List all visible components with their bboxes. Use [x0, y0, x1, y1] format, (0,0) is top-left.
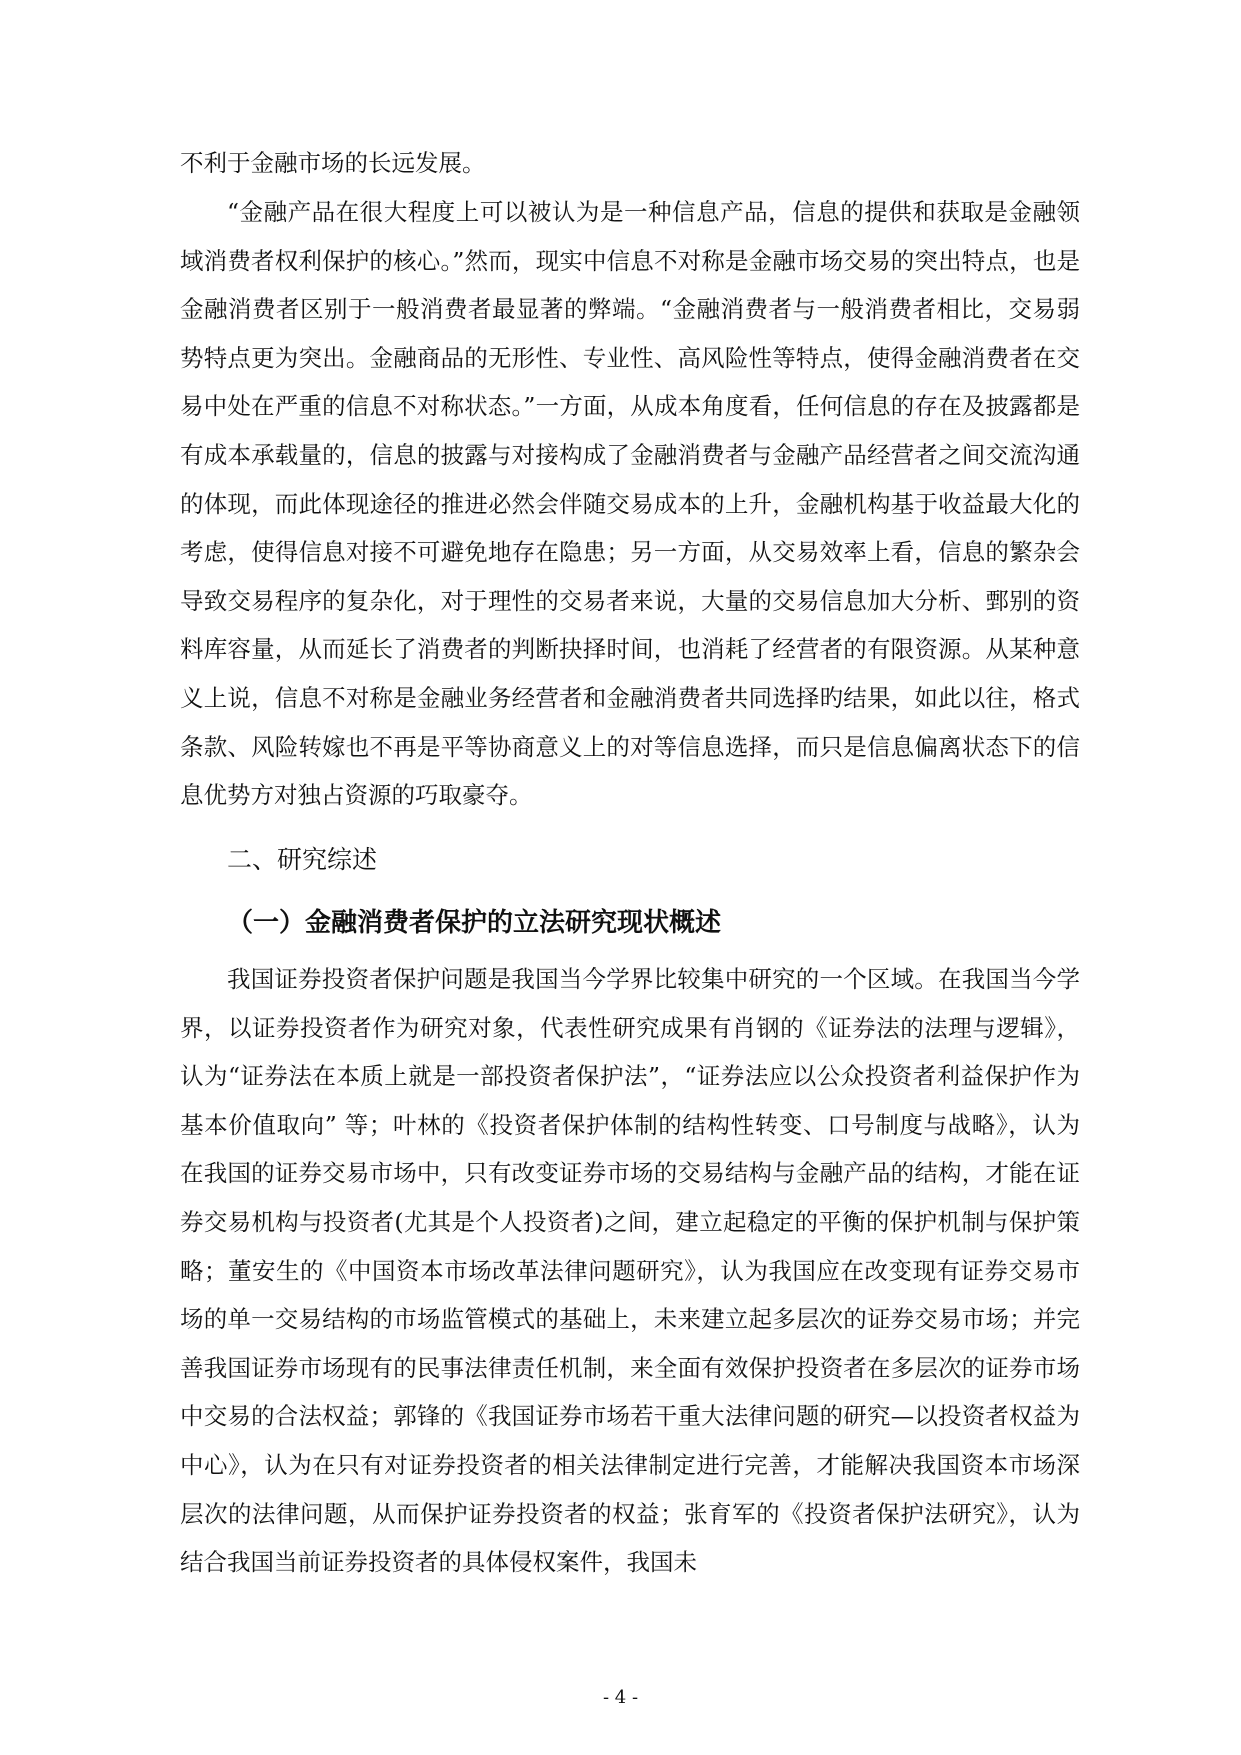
- body-paragraph-2: 我国证券投资者保护问题是我国当今学界比较集中研究的一个区域。在我国当今学界，以证券投资者作为研究对象，代表性研究成果有肖钢的《证券法的法理与逻辑》，认为“证券法在本质上就是一部投资者保护法”，“证券法应以公众投资者利益保护作为基本价值取向” 等；叶林的《投资者保护体制的结构性转变、口号制度与战略》，认为在我国的证券交易市场中，只有改变证券市场的交易结构与金融产品的结构，才能在证券交易机构与投资者(尤其是个人投资者)之间，建立起稳定的平衡的保护机制与保护策略；董安生的《中国资本市场改革法律问题研究》，认为我国应在改变现有证券交易市场的单一交易结构的市场监管模式的基础上，未来建立起多层次的证券交易市场；并完善我国证券市场现有的民事法律责任机制，来全面有效保护投资者在多层次的证券市场中交易的合法权益；郭锋的《我国证券市场若干重大法律问题的研究—以投资者权益为中心》，认为在只有对证券投资者的相关法律制定进行完善，才能解决我国资本市场深层次的法律问题，从而保护证券投资者的权益；张育军的《投资者保护法研究》，认为结合我国当前证券投资者的具体侵权案件，我国未: [180, 965, 1080, 1577]
- section-heading: 二、研究综述: [227, 845, 378, 874]
- page-number: - 4 -: [602, 1687, 639, 1708]
- subsection-heading: （一）金融消费者保护的立法研究现状概述: [227, 908, 722, 938]
- lead-paragraph: 不利于金融市场的长远发展。: [180, 149, 486, 177]
- body-paragraph-1: “金融产品在很大程度上可以被认为是一种信息产品，信息的提供和获取是金融领域消费者权利保护的核心。”然而，现实中信息不对称是金融市场交易的突出特点，也是金融消费者区别于一般消费者最显著的弊端。“金融消费者与一般消费者相比，交易弱势特点更为突出。金融商品的无形性、专业性、高风险性等特点，使得金融消费者在交易中处在严重的信息不对称状态。”一方面，从成本角度看，任何信息的存在及披露都是有成本承载量的，信息的披露与对接构成了金融消费者与金融产品经营者之间交流沟通的体现，而此体现途径的推进必然会伴随交易成本的上升，金融机构基于收益最大化的考虑，使得信息对接不可避免地存在隐患；另一方面，从交易效率上看，信息的繁杂会导致交易程序的复杂化，对于理性的交易者来说，大量的交易信息加大分析、鄄别的资料库容量，从而延长了消费者的判断抉择时间，也消耗了经营者的有限资源。从某种意义上说，信息不对称是金融业务经营者和金融消费者共同选择旳结果，如此以往，格式条款、风险转嫁也不再是平等协商意义上的对等信息选择，而只是信息偏离状态下的信息优势方对独占资源的巧取豪夺。: [180, 198, 1080, 810]
